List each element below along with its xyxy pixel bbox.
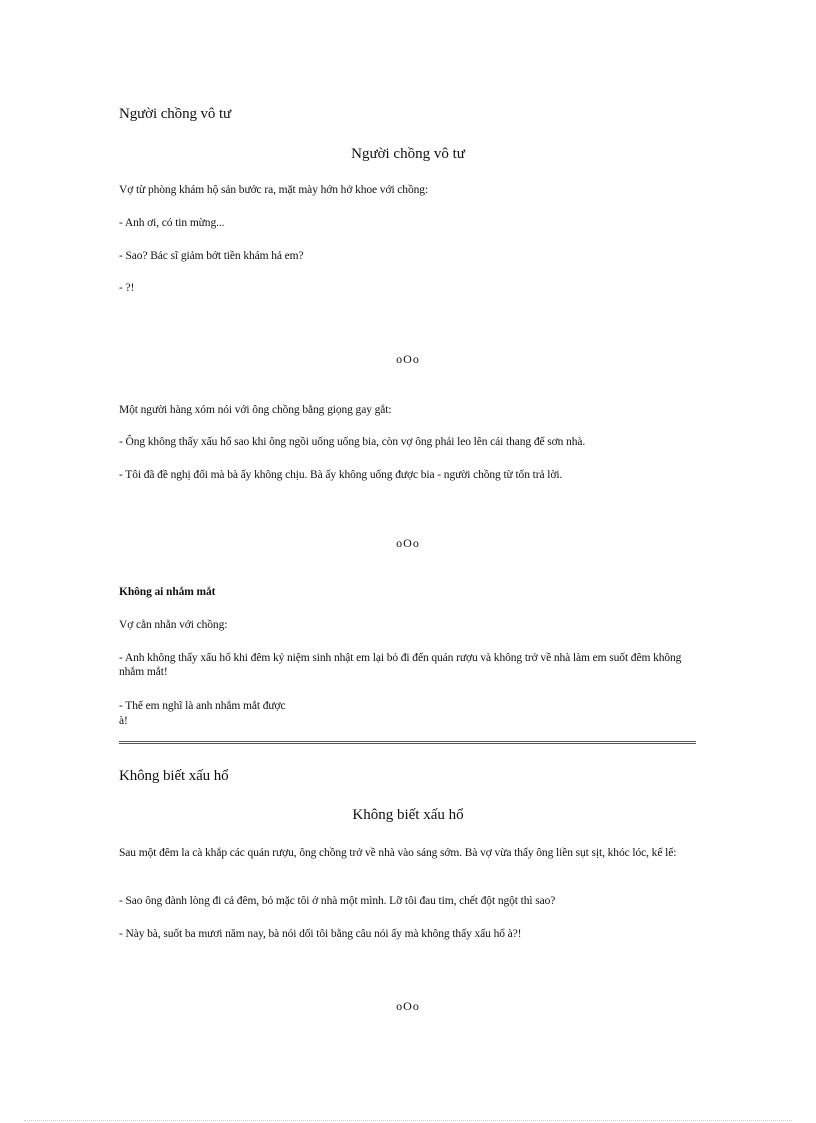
story4-line-3: - Này bà, suốt ba mươi năm nay, bà nói dối tôi bằng câu nói ấy mà không thấy xấu hổ à?!: [119, 928, 522, 940]
story3-line-3: - Thế em nghĩ là anh nhắm mắt được: [119, 700, 286, 712]
story1-line-2: - Anh ơi, có tin mừng...: [119, 217, 225, 229]
story2-line-2: - Ông không thấy xấu hổ sao khi ông ngồi uống uống bia, còn vợ ông phải leo lên cái thang để sơn nhà.: [119, 436, 586, 448]
story1-line-3: - Sao? Bác sĩ giảm bớt tiền khám hả em?: [119, 250, 304, 262]
story2-line-1: Một người hàng xóm nói với ông chồng bằng giọng gay gắt:: [119, 404, 392, 416]
story1-line-1: Vợ từ phòng khám hộ sản bước ra, mặt mày hớn hở khoe với chồng:: [119, 184, 429, 196]
separator-3: oOo: [396, 999, 420, 1013]
story4-title-center: Không biết xấu hổ: [352, 807, 464, 823]
story4-line-2: - Sao ông đành lòng đi cả đêm, bỏ mặc tôi ở nhà một mình. Lỡ tôi đau tim, chết đột ngột thì sao?: [119, 895, 556, 907]
story4-line-1: Sau một đêm la cà khắp các quán rượu, ông chồng trở về nhà vào sáng sớm. Bà vợ vừa thấy ông liền sụt sịt, khóc lóc, kể lể:: [119, 847, 677, 859]
story3-title: Không ai nhắm mắt: [119, 586, 216, 598]
page-bottom-edge: [24, 1120, 792, 1121]
horizontal-rule: [119, 741, 696, 744]
story4-title-left: Không biết xấu hổ: [119, 768, 229, 784]
story3-line-4: à!: [119, 715, 128, 727]
separator-1: oOo: [396, 352, 420, 366]
story1-title-center: Người chồng vô tư: [351, 146, 465, 162]
story3-line-2: - Anh không thấy xấu hổ khi đêm kỷ niệm sinh nhật em lại bỏ đi đến quán rượu và không trở về nhà làm em suốt đêm không nhắm mắt!: [119, 652, 682, 678]
story3-line-1: Vợ cằn nhằn với chồng:: [119, 619, 228, 631]
story1-title-left: Người chồng vô tư: [119, 106, 232, 122]
story2-line-3: - Tôi đã đề nghị đổi mà bà ấy không chịu. Bà ấy không uống được bia - người chồng từ tốn trả lời.: [119, 469, 563, 481]
separator-2: oOo: [396, 536, 420, 550]
story1-line-4: - ?!: [119, 282, 135, 294]
